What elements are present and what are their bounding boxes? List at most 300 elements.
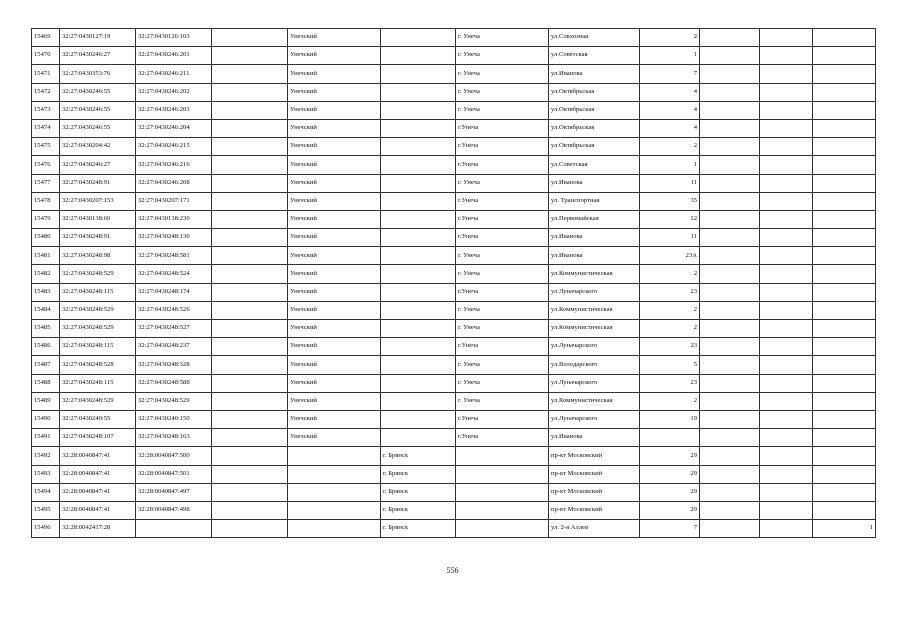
cell-object-number: 32:27:0430246:211 [136,65,212,83]
cell-house-number: 7 [640,520,700,538]
cell-object-number: 32:27:0430246:215 [136,138,212,156]
cell-district: Унечский [288,156,381,174]
cell-city-b: г. Унеча [456,65,549,83]
table-row [32,465,876,483]
cell-extra-3 [760,283,813,301]
cell-object-number: 32:27:0430248:174 [136,283,212,301]
cell-extra-1 [212,483,288,501]
cell-object-number: 32:27:0430248:130 [136,229,212,247]
table-row [32,174,876,192]
cell-parcel-number: 32:27:0430138:60 [60,210,136,228]
table-row [32,119,876,137]
cell-extra-3 [760,119,813,137]
cell-extra-1 [212,247,288,265]
cell-city-b: г.Унеча [456,210,549,228]
cell-house-number: 11 [640,229,700,247]
table-row [32,520,876,538]
cell-object-number: 32:27:0430248:529 [136,392,212,410]
cell-district: Унечский [288,229,381,247]
cell-row-index: 15490 [32,410,60,428]
cell-object-number: 32:27:0430248:163 [136,429,212,447]
cell-extra-1 [212,192,288,210]
cell-city-b: г.Унеча [456,338,549,356]
cell-street: ул.Коммунистическая [549,301,640,319]
cell-object-number: 32:27:0430248:524 [136,265,212,283]
cell-extra-1 [212,229,288,247]
cell-extra-2 [700,520,760,538]
cell-house-number: 2 [640,392,700,410]
cell-city-b [456,483,549,501]
cell-district: Унечский [288,138,381,156]
cell-object-number: 32:27:0430126:103 [136,29,212,47]
cell-object-number: 32:27:0430246:202 [136,83,212,101]
cell-row-index: 15469 [32,29,60,47]
cell-extra-1 [212,83,288,101]
cell-object-number: 32:27:0430138:230 [136,210,212,228]
cell-row-index: 15471 [32,65,60,83]
cell-extra-1 [212,301,288,319]
cell-extra-3 [760,229,813,247]
cell-city-b: г. Унеча [456,356,549,374]
cell-parcel-number: 32:27:0430248:91 [60,229,136,247]
cell-extra-1 [212,374,288,392]
cell-street: ул.Володарского [549,356,640,374]
cell-house-number: 2 [640,265,700,283]
cell-district: Унечский [288,301,381,319]
cell-extra-4 [813,156,876,174]
cell-extra-4 [813,465,876,483]
cell-row-index: 15486 [32,338,60,356]
cell-city-a [381,320,456,338]
cell-parcel-number: 32:27:0430248:529 [60,265,136,283]
cell-parcel-number: 32:27:0430248:107 [60,429,136,447]
cell-parcel-number: 32:27:0430246:55 [60,101,136,119]
cell-street: ул.Коммунистическая [549,392,640,410]
cell-house-number: 2 [640,29,700,47]
cell-city-b: г.Унеча [456,429,549,447]
cell-city-a [381,301,456,319]
cell-house-number: 4 [640,119,700,137]
cell-extra-3 [760,410,813,428]
cell-city-b: г.Унеча [456,229,549,247]
cell-city-a [381,229,456,247]
table-row [32,447,876,465]
cell-object-number: 32:27:0430240:150 [136,410,212,428]
cell-extra-2 [700,29,760,47]
cell-district: Унечский [288,47,381,65]
cell-row-index: 15476 [32,156,60,174]
cell-street: ул.Октябрьская [549,101,640,119]
page-number: 556 [446,566,459,575]
cell-object-number: 32:27:0430207:171 [136,192,212,210]
cell-object-number: 32:27:0430246:201 [136,47,212,65]
cell-extra-4 [813,29,876,47]
cell-extra-1 [212,174,288,192]
cell-extra-4 [813,229,876,247]
cell-district: Унечский [288,83,381,101]
cell-district: Унечский [288,283,381,301]
cell-extra-2 [700,119,760,137]
cell-extra-3 [760,392,813,410]
cell-parcel-number: 32:28:0040847:41 [60,447,136,465]
cell-extra-3 [760,520,813,538]
cell-street: ул.Иванова [549,429,640,447]
cell-row-index: 15496 [32,520,60,538]
cell-extra-3 [760,47,813,65]
cell-extra-2 [700,138,760,156]
cell-street: пр-кт Московский [549,483,640,501]
cell-parcel-number: 32:27:0430248:98 [60,247,136,265]
cell-house-number: 29 [640,447,700,465]
cell-row-index: 15482 [32,265,60,283]
cell-city-a [381,138,456,156]
cell-parcel-number: 32:27:0430204:42 [60,138,136,156]
cell-extra-2 [700,156,760,174]
cell-extra-4 [813,138,876,156]
cell-city-b: г.Унеча [456,138,549,156]
table-row [32,501,876,519]
cell-row-index: 15470 [32,47,60,65]
cell-house-number: 11 [640,174,700,192]
cell-district: Унечский [288,429,381,447]
table-row [32,210,876,228]
cell-district: Унечский [288,374,381,392]
registry-table [31,28,876,538]
cell-extra-3 [760,138,813,156]
cell-city-b: г. Унеча [456,374,549,392]
cell-city-b: г. Унеча [456,101,549,119]
cell-street: ул.Октябрьская [549,138,640,156]
table-row [32,301,876,319]
cell-extra-4 [813,65,876,83]
cell-extra-2 [700,301,760,319]
cell-street: пр-кт Московский [549,447,640,465]
cell-extra-2 [700,429,760,447]
cell-extra-3 [760,265,813,283]
cell-district: Унечский [288,29,381,47]
cell-city-b: г. Унеча [456,301,549,319]
cell-extra-4 [813,338,876,356]
cell-house-number [640,429,700,447]
table-row [32,29,876,47]
cell-street: ул.Коммунистическая [549,265,640,283]
cell-extra-2 [700,65,760,83]
cell-district [288,447,381,465]
cell-extra-2 [700,210,760,228]
cell-district: Унечский [288,265,381,283]
cell-district: Унечский [288,338,381,356]
cell-city-a: г. Брянск [381,465,456,483]
cell-parcel-number: 32:27:0430246:27 [60,47,136,65]
cell-extra-3 [760,83,813,101]
cell-city-a: г. Брянск [381,520,456,538]
cell-row-index: 15481 [32,247,60,265]
cell-district: Унечский [288,192,381,210]
cell-house-number: 29 [640,483,700,501]
cell-city-a [381,101,456,119]
cell-extra-2 [700,283,760,301]
cell-object-number: 32:28:0040847:498 [136,501,212,519]
table-row [32,429,876,447]
cell-extra-4 [813,447,876,465]
cell-street: ул.Октябрьская [549,83,640,101]
cell-object-number: 32:27:0430246:203 [136,101,212,119]
cell-district: Унечский [288,101,381,119]
cell-extra-3 [760,320,813,338]
cell-parcel-number: 32:27:0430240:55 [60,410,136,428]
cell-city-b: г. Унеча [456,174,549,192]
cell-extra-2 [700,101,760,119]
cell-extra-2 [700,174,760,192]
cell-extra-1 [212,119,288,137]
cell-city-a [381,174,456,192]
cell-street: пр-кт Московский [549,465,640,483]
cell-extra-4 [813,483,876,501]
cell-parcel-number: 32:28:0040847:41 [60,483,136,501]
cell-district: Унечский [288,320,381,338]
cell-extra-3 [760,501,813,519]
cell-extra-2 [700,247,760,265]
cell-row-index: 15484 [32,301,60,319]
cell-street: ул.Первомайская [549,210,640,228]
cell-house-number: 5 [640,356,700,374]
cell-city-b: г. Унеча [456,265,549,283]
cell-extra-2 [700,483,760,501]
cell-street: ул. Транспортная [549,192,640,210]
cell-city-b: г. Унеча [456,47,549,65]
cell-extra-2 [700,47,760,65]
table-row [32,265,876,283]
cell-city-b [456,520,549,538]
table-row [32,65,876,83]
cell-parcel-number: 32:27:0430248:115 [60,338,136,356]
cell-house-number: 7 [640,65,700,83]
cell-street: ул.Луначарского [549,410,640,428]
cell-extra-3 [760,192,813,210]
table-row [32,320,876,338]
cell-district: Унечский [288,65,381,83]
cell-row-index: 15485 [32,320,60,338]
table-row [32,156,876,174]
cell-extra-4 [813,283,876,301]
cell-house-number: 1 [640,156,700,174]
cell-extra-4 [813,83,876,101]
cell-parcel-number: 32:27:0430248:529 [60,392,136,410]
cell-extra-3 [760,374,813,392]
cell-parcel-number: 32:27:0430127:19 [60,29,136,47]
cell-parcel-number: 32:27:0430248:528 [60,356,136,374]
table-row [32,338,876,356]
cell-extra-1 [212,283,288,301]
cell-extra-3 [760,29,813,47]
cell-extra-1 [212,265,288,283]
cell-extra-4 [813,429,876,447]
cell-extra-3 [760,210,813,228]
cell-row-index: 15492 [32,447,60,465]
cell-district [288,501,381,519]
cell-city-a [381,47,456,65]
cell-district: Унечский [288,247,381,265]
cell-house-number: 12 [640,210,700,228]
cell-city-a [381,356,456,374]
cell-extra-4: 1 [813,520,876,538]
cell-district [288,483,381,501]
cell-extra-4 [813,119,876,137]
cell-house-number: 19 [640,410,700,428]
cell-extra-4 [813,47,876,65]
cell-house-number: 2 [640,301,700,319]
cell-extra-4 [813,210,876,228]
cell-street: ул.Советская [549,47,640,65]
cell-city-a [381,247,456,265]
cell-city-a [381,265,456,283]
cell-extra-3 [760,156,813,174]
cell-parcel-number: 32:27:0430248:115 [60,283,136,301]
cell-row-index: 15479 [32,210,60,228]
cell-street: ул.Иванова [549,247,640,265]
table-row [32,392,876,410]
cell-object-number [136,520,212,538]
cell-street: пр-кт Московский [549,501,640,519]
cell-city-b: г.Унеча [456,410,549,428]
cell-city-b: г.Унеча [456,192,549,210]
cell-extra-1 [212,210,288,228]
cell-extra-1 [212,410,288,428]
cell-city-a [381,156,456,174]
cell-row-index: 15483 [32,283,60,301]
cell-extra-2 [700,229,760,247]
cell-row-index: 15493 [32,465,60,483]
cell-parcel-number: 32:28:0042417:28 [60,520,136,538]
table-row [32,101,876,119]
cell-district: Унечский [288,174,381,192]
cell-parcel-number: 32:27:0430246:55 [60,119,136,137]
cell-district [288,465,381,483]
cell-extra-2 [700,392,760,410]
cell-extra-4 [813,320,876,338]
cell-extra-1 [212,501,288,519]
cell-city-b: г. Унеча [456,29,549,47]
cell-extra-3 [760,301,813,319]
cell-city-a [381,338,456,356]
cell-city-a: г. Брянск [381,447,456,465]
cell-row-index: 15480 [32,229,60,247]
cell-city-b: г. Унеча [456,392,549,410]
cell-city-b [456,465,549,483]
cell-row-index: 15495 [32,501,60,519]
cell-house-number: 29 [640,501,700,519]
cell-house-number: 23 [640,374,700,392]
cell-street: ул.Иванова [549,174,640,192]
cell-city-b [456,501,549,519]
cell-extra-4 [813,392,876,410]
cell-city-b: г. Унеча [456,247,549,265]
cell-row-index: 15472 [32,83,60,101]
cell-row-index: 15488 [32,374,60,392]
cell-city-b: г.Унеча [456,119,549,137]
cell-extra-4 [813,265,876,283]
cell-extra-1 [212,47,288,65]
cell-object-number: 32:27:0430248:527 [136,320,212,338]
cell-district: Унечский [288,356,381,374]
cell-house-number: 23 [640,283,700,301]
table-row [32,47,876,65]
cell-city-a [381,192,456,210]
cell-extra-2 [700,465,760,483]
cell-row-index: 15477 [32,174,60,192]
cell-extra-4 [813,174,876,192]
cell-parcel-number: 32:27:0430207:153 [60,192,136,210]
cell-extra-2 [700,374,760,392]
cell-extra-2 [700,501,760,519]
cell-street: ул. 2-я Аллея [549,520,640,538]
cell-extra-4 [813,301,876,319]
cell-extra-2 [700,356,760,374]
cell-street: ул.Луначарского [549,338,640,356]
cell-city-b: г. Унеча [456,83,549,101]
table-row [32,483,876,501]
cell-extra-4 [813,101,876,119]
cell-house-number: 1 [640,47,700,65]
cell-street: ул.Луначарского [549,283,640,301]
registry-rows [32,29,876,538]
cell-house-number: 2 [640,138,700,156]
cell-extra-3 [760,247,813,265]
cell-extra-2 [700,447,760,465]
cell-row-index: 15489 [32,392,60,410]
table-row [32,192,876,210]
cell-city-a [381,392,456,410]
cell-parcel-number: 32:27:0430248:529 [60,301,136,319]
cell-extra-1 [212,520,288,538]
cell-extra-4 [813,247,876,265]
cell-extra-3 [760,483,813,501]
cell-extra-2 [700,320,760,338]
cell-object-number: 32:27:0430248:526 [136,301,212,319]
cell-object-number: 32:27:0430248:588 [136,374,212,392]
cell-parcel-number: 32:27:0430248:529 [60,320,136,338]
cell-city-b: г.Унеча [456,283,549,301]
cell-city-a [381,374,456,392]
cell-object-number: 32:27:0430246:216 [136,156,212,174]
cell-city-a [381,83,456,101]
cell-city-a [381,429,456,447]
cell-city-a [381,210,456,228]
cell-extra-1 [212,29,288,47]
cell-extra-1 [212,338,288,356]
cell-city-a [381,410,456,428]
cell-extra-1 [212,101,288,119]
cell-extra-1 [212,138,288,156]
cell-object-number: 32:27:0430248:581 [136,247,212,265]
cell-house-number: 35 [640,192,700,210]
cell-extra-1 [212,447,288,465]
cell-house-number: 4 [640,83,700,101]
cell-street: ул.Иванова [549,229,640,247]
cell-district: Унечский [288,392,381,410]
cell-house-number: 23А [640,247,700,265]
cell-street: ул.Коммунистическая [549,320,640,338]
cell-row-index: 15474 [32,119,60,137]
cell-street: ул.Иванова [549,65,640,83]
cell-city-a [381,119,456,137]
cell-city-a [381,283,456,301]
cell-extra-1 [212,392,288,410]
cell-row-index: 15473 [32,101,60,119]
cell-object-number: 32:27:0430248:237 [136,338,212,356]
cell-row-index: 15487 [32,356,60,374]
cell-district: Унечский [288,210,381,228]
